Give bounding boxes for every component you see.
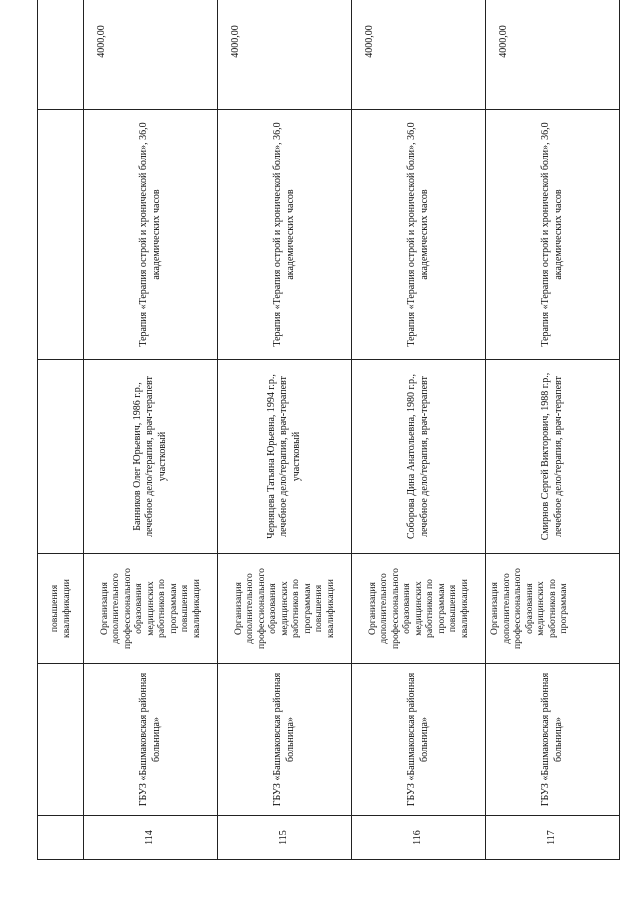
row-number: 115 (218, 816, 352, 860)
training-type-text: Организация дополнительного профессионального образования медицинских работников по программам повышения квалификации (366, 568, 470, 649)
row-number: 114 (84, 816, 218, 860)
training-type (352, 554, 486, 664)
row-number: 117 (486, 816, 620, 860)
training-type-text: Организация дополнительного профессионального образования медицинских работников по программам (489, 568, 569, 649)
program: Терапия «Терапия острой и хронической боли», 36,0 академических часов (486, 110, 620, 360)
training-table (37, 0, 620, 860)
amount: 4000,00 (486, 0, 620, 110)
employee: Соборова Дина Анатольевна, 1980 г.р., лечебное дело/терапия, врач-терапевт (352, 360, 486, 554)
training-type (486, 554, 620, 664)
organization: ГБУЗ «Башмаковская районная больница» (84, 664, 218, 816)
employee: Черняцева Татьяна Юрьевна, 1994 г.р., лечебное дело/терапия, врач-терапевт участковый (218, 360, 352, 554)
table-row (486, 0, 620, 860)
organization: ГБУЗ «Башмаковская районная больница» (218, 664, 352, 816)
program: Терапия «Терапия острой и хронической боли», 36,0 академических часов (352, 110, 486, 360)
organization: ГБУЗ «Башмаковская районная больница» (352, 664, 486, 816)
program-cell (38, 110, 84, 360)
training-type (218, 554, 352, 664)
amount: 4000,00 (84, 0, 218, 110)
employee: Смирнов Сергей Викторович, 1988 г.р., лечебное дело/терапия, врач-терапевт (486, 360, 620, 554)
table-row (218, 0, 352, 860)
training-type-text: Организация дополнительного профессионального образования медицинских работников по программам повышения квалификации (98, 568, 202, 649)
org-cell (38, 664, 84, 816)
name-cell (38, 360, 84, 554)
type-cell: повышения квалификации (38, 554, 84, 664)
num-cell (38, 816, 84, 860)
program: Терапия «Терапия острой и хронической боли», 36,0 академических часов (218, 110, 352, 360)
row-number: 116 (352, 816, 486, 860)
employee: Банников Олег Юрьевич, 1986 г.р., лечебное дело/терапия, врач-терапевт участковый (84, 360, 218, 554)
table-row (352, 0, 486, 860)
sum-cell (38, 0, 84, 110)
program: Терапия «Терапия острой и хронической боли», 36,0 академических часов (84, 110, 218, 360)
amount: 4000,00 (352, 0, 486, 110)
amount: 4000,00 (218, 0, 352, 110)
training-type-text: Организация дополнительного профессионального образования медицинских работников по программам повышения квалификации (232, 568, 336, 649)
table-row (84, 0, 218, 860)
table-row (38, 0, 84, 860)
training-type (84, 554, 218, 664)
document-page-rotated (37, 25, 569, 860)
organization: ГБУЗ «Башмаковская районная больница» (486, 664, 620, 816)
